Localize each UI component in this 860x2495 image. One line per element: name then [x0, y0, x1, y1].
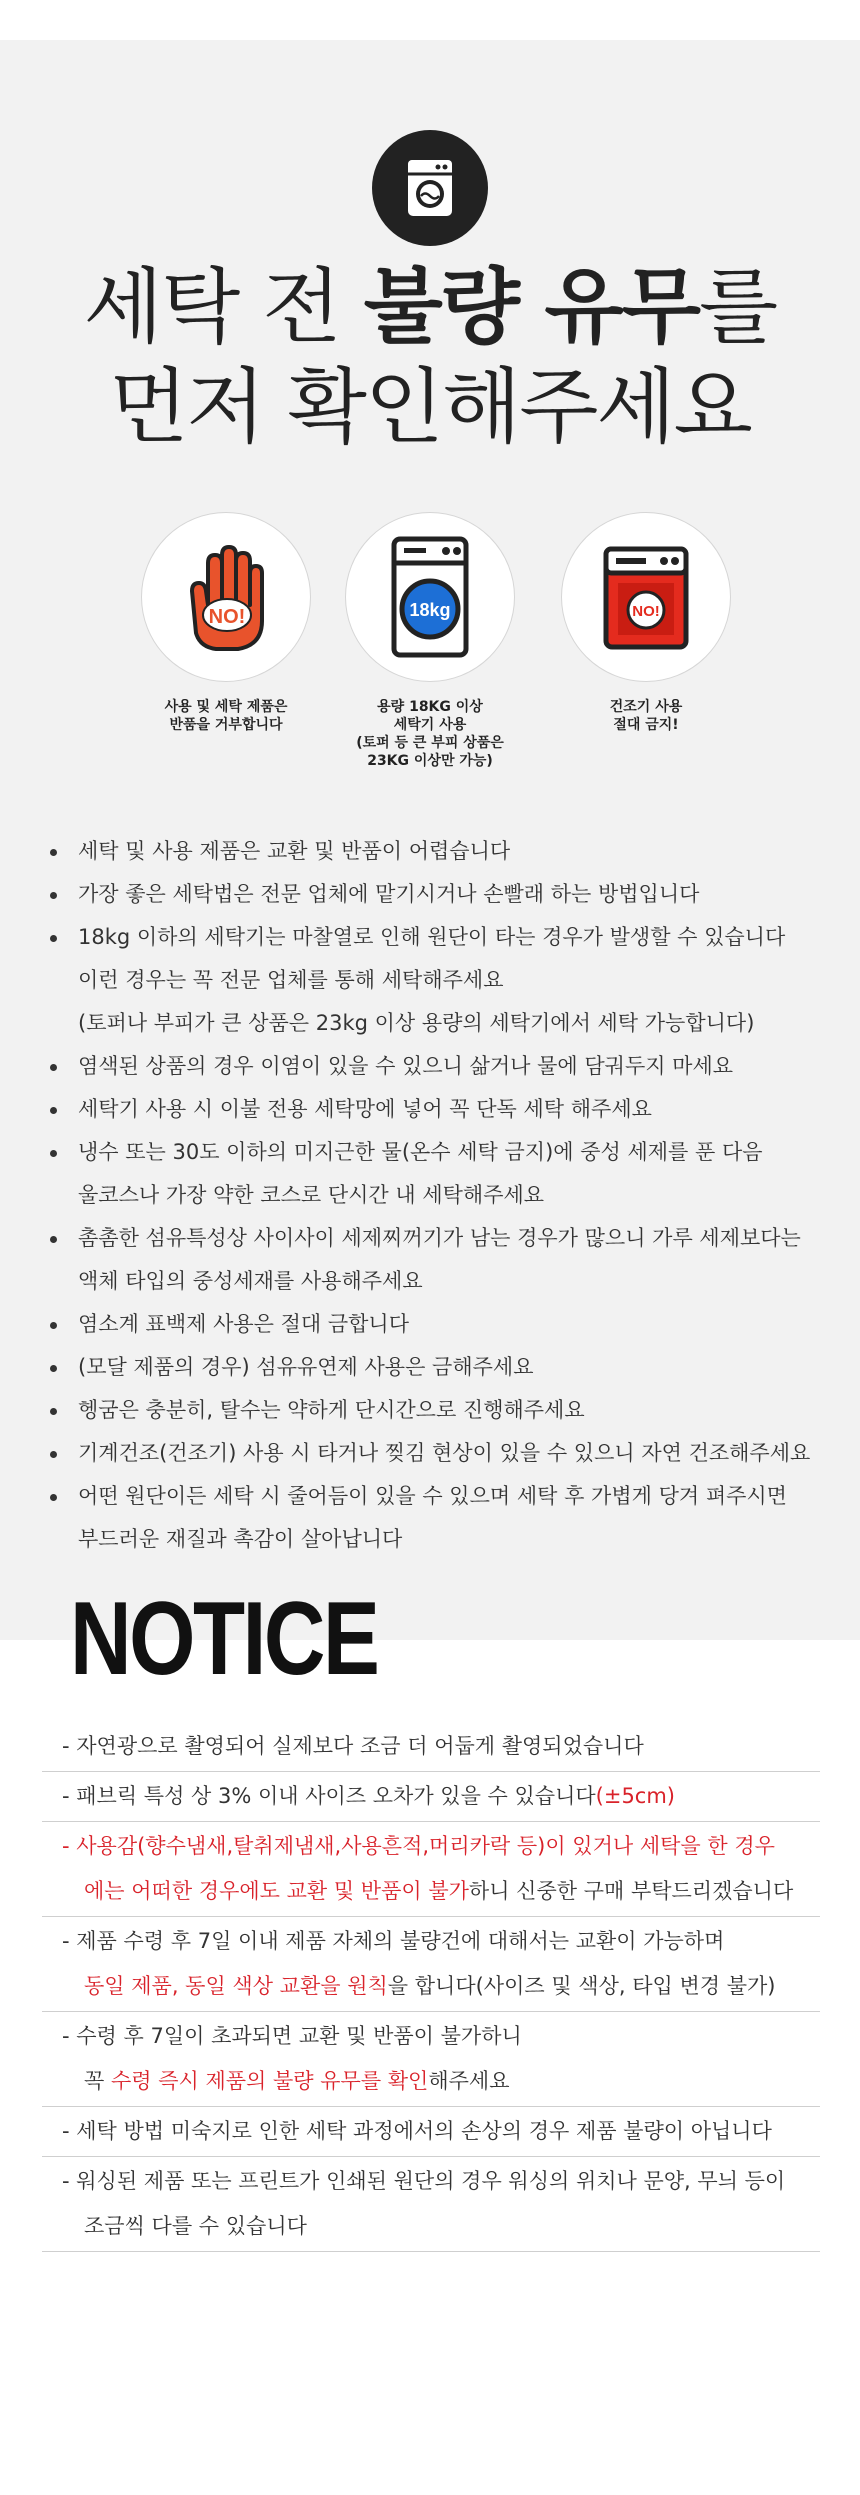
warning-icons-row [0, 512, 860, 782]
dryer-badge-text: NO! [632, 603, 660, 620]
warning-no-dryer [546, 512, 746, 734]
notice-item: - 자연광으로 촬영되어 실제보다 조금 더 어둡게 촬영되었습니다 [42, 1722, 820, 1772]
notice-item: - 워싱된 제품 또는 프린트가 인쇄된 원단의 경우 워싱의 위치나 문양, 무늬 등이 조금씩 다를 수 있습니다 [42, 2157, 820, 2252]
notice-list [42, 1722, 820, 2252]
notice-title: NOTICE [70, 1581, 378, 1697]
washer-18kg-icon [345, 512, 515, 682]
hand-badge-text: NO! [208, 606, 246, 628]
notice-item: - 세탁 방법 미숙지로 인한 세탁 과정에서의 손상의 경우 제품 불량이 아닙니다 [42, 2107, 820, 2157]
list-item: 헹굼은 충분히, 탈수는 약하게 단시간으로 진행해주세요 [48, 1389, 838, 1432]
list-item: 어떤 원단이든 세탁 시 줄어듬이 있을 수 있으며 세탁 후 가볍게 당겨 펴주시면 부드러운 재질과 촉감이 살아납니다 [48, 1475, 838, 1561]
warning-caption: 건조기 사용 절대 금지! [609, 699, 683, 733]
washing-machine-icon [372, 130, 488, 246]
headline-line-1: 세탁 전 불량 유무를 [83, 260, 777, 355]
page-headline [0, 258, 860, 458]
washer-badge-text: 18kg [409, 600, 451, 620]
list-item: 기계건조(건조기) 사용 시 타거나 찢김 현상이 있을 수 있으니 자연 건조해주세요 [48, 1432, 838, 1475]
list-item: 염색된 상품의 경우 이염이 있을 수 있으니 삶거나 물에 담궈두지 마세요 [48, 1045, 838, 1088]
hand-no-icon [141, 512, 311, 682]
notice-item: - 수령 후 7일이 초과되면 교환 및 반품이 불가하니 꼭 수령 즉시 제품의 불량 유무를 확인해주세요 [42, 2012, 820, 2107]
list-item: 세탁 및 사용 제품은 교환 및 반품이 어렵습니다 [48, 830, 838, 873]
warning-caption: 용량 18KG 이상 세탁기 사용 (토퍼 등 큰 부피 상품은 23KG 이상만 가능) [356, 699, 504, 769]
care-instructions-list [48, 830, 838, 1561]
notice-item: - 패브릭 특성 상 3% 이내 사이즈 오차가 있을 수 있습니다(±5cm) [42, 1772, 820, 1822]
headline-line-2: 먼저 확인해주세요 [109, 360, 751, 455]
notice-item: - 사용감(향수냄새,탈취제냄새,사용흔적,머리카락 등)이 있거나 세탁을 한 경우 에는 어떠한 경우에도 교환 및 반품이 불가하니 신중한 구매 부탁드리겠습니다 [42, 1822, 820, 1917]
list-item: 촘촘한 섬유특성상 사이사이 세제찌꺼기가 남는 경우가 많으니 가루 세제보다는 액체 타입의 중성세재를 사용해주세요 [48, 1217, 838, 1303]
warning-no-return [126, 512, 326, 734]
list-item: 세탁기 사용 시 이불 전용 세탁망에 넣어 꼭 단독 세탁 해주세요 [48, 1088, 838, 1131]
warning-caption: 사용 및 세탁 제품은 반품을 거부합니다 [164, 699, 288, 733]
list-item: (모달 제품의 경우) 섬유유연제 사용은 금해주세요 [48, 1346, 838, 1389]
warning-18kg-washer [330, 512, 530, 770]
notice-item: - 제품 수령 후 7일 이내 제품 자체의 불량건에 대해서는 교환이 가능하며 동일 제품, 동일 색상 교환을 원칙을 합니다(사이즈 및 색상, 타입 변경 불가) [42, 1917, 820, 2012]
dryer-no-icon [561, 512, 731, 682]
list-item: 18kg 이하의 세탁기는 마찰열로 인해 원단이 타는 경우가 발생할 수 있습니다 이런 경우는 꼭 전문 업체를 통해 세탁해주세요 (토퍼나 부피가 큰 상품은 23kg 이상 용량의 세탁기에서 세탁 가능합니다) [48, 916, 838, 1045]
list-item: 냉수 또는 30도 이하의 미지근한 물(온수 세탁 금지)에 중성 세제를 푼 다음 울코스나 가장 약한 코스로 단시간 내 세탁해주세요 [48, 1131, 838, 1217]
list-item: 염소계 표백제 사용은 절대 금합니다 [48, 1303, 838, 1346]
list-item: 가장 좋은 세탁법은 전문 업체에 맡기시거나 손빨래 하는 방법입니다 [48, 873, 838, 916]
